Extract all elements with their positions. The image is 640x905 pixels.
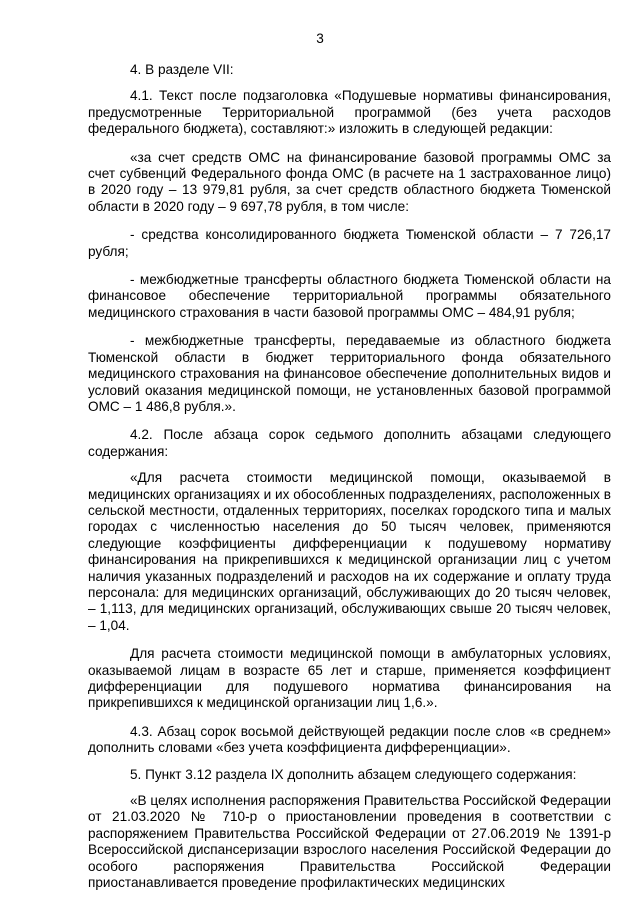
page-number: 3 [316, 31, 324, 46]
quoted-paragraph-differentiation-coefficients: «Для расчета стоимости медицинской помощи, оказываемой в медицинских организациях и их обособленных подразделениях, расположенных в сельской местности, отдаленных территориях, поселках городского типа и малых городах с численностью населения до 50 тысяч человек, применяются следующие коэффициенты дифференциации к подушевому нормативу финансирования на прикрепившихся к медицинской организации лиц с учетом наличия указанных подразделений и расходов на их содержание и оплату труда персонала: для медицинских организаций, обслуживающих до 20 тысяч человек, – 1,113, для медицинских организаций, обслуживающих свыше 20 тысяч человек, – 1,04. [88, 470, 611, 633]
paragraph-4-3: 4.3. Абзац сорок восьмой действующей редакции после слов «в среднем» дополнить словами «без учета коэффициента дифференциации». [88, 723, 611, 756]
paragraph-4-1: 4.1. Текст после подзаголовка «Подушевые нормативы финансирования, предусмотренные Территориальной программой (без учета расходов федерального бюджета), составляют:» изложить в следующей редакции: [88, 88, 611, 137]
list-item-consolidated-budget: - средства консолидированного бюджета Тюменской области – 7 726,17 рубля; [88, 227, 611, 259]
quoted-paragraph-oms-funding: «за счет средств ОМС на финансирование базовой программы ОМС за счет субвенций Федерального фонда ОМС (в расчете на 1 застрахованное лицо) в 2020 году – 13 979,81 рубля, за счет средств областного бюджета Тюменской области в 2020 году – 9 697,78 рубля, в том числе: [88, 149, 611, 214]
document-body [88, 62, 611, 903]
section-5-heading: 5. Пункт 3.12 раздела IX дополнить абзацем следующего содержания: [130, 766, 577, 782]
list-item-interbudget-transfers-additional: - межбюджетные трансферты, передаваемые из областного бюджета Тюменской области в бюджет территориального фонда обязательного медицинского страхования на финансовое обеспечение дополнительных видов и условий оказания медицинской помощи, не установленных базовой программой ОМС – 1 486,8 рубля.». [88, 333, 611, 414]
list-item-interbudget-transfers-base: - межбюджетные трансферты областного бюджета Тюменской области на финансовое обеспечение территориальной программы обязательного медицинского страхования в части базовой программы ОМС – 484,91 рубля; [88, 272, 611, 320]
paragraph-ambulatory-coefficient: Для расчета стоимости медицинской помощи в амбулаторных условиях, оказываемой лицам в возрасте 65 лет и старше, применяется коэффициент дифференциации для подушевого норматива финансирования на прикрепившихся к медицинской организации лиц 1,6.». [88, 646, 611, 711]
paragraph-4-2: 4.2. После абзаца сорок седьмого дополнить абзацами следующего содержания: [88, 427, 611, 459]
section-heading: 4. В разделе VII: [130, 62, 234, 77]
quoted-paragraph-dispensarization: «В целях исполнения распоряжения Правительства Российской Федерации от 21.03.2020 № 710-р о приостановлении проведения в соответствии с распоряжением Правительства Российской Федерации от 27.06.2019 № 1391-р Всероссийской диспансеризации взрослого населения Российской Федерации до особого распоряжения Правительства Российской Федерации приостанавливается проведение профилактических медицинских [88, 793, 611, 891]
